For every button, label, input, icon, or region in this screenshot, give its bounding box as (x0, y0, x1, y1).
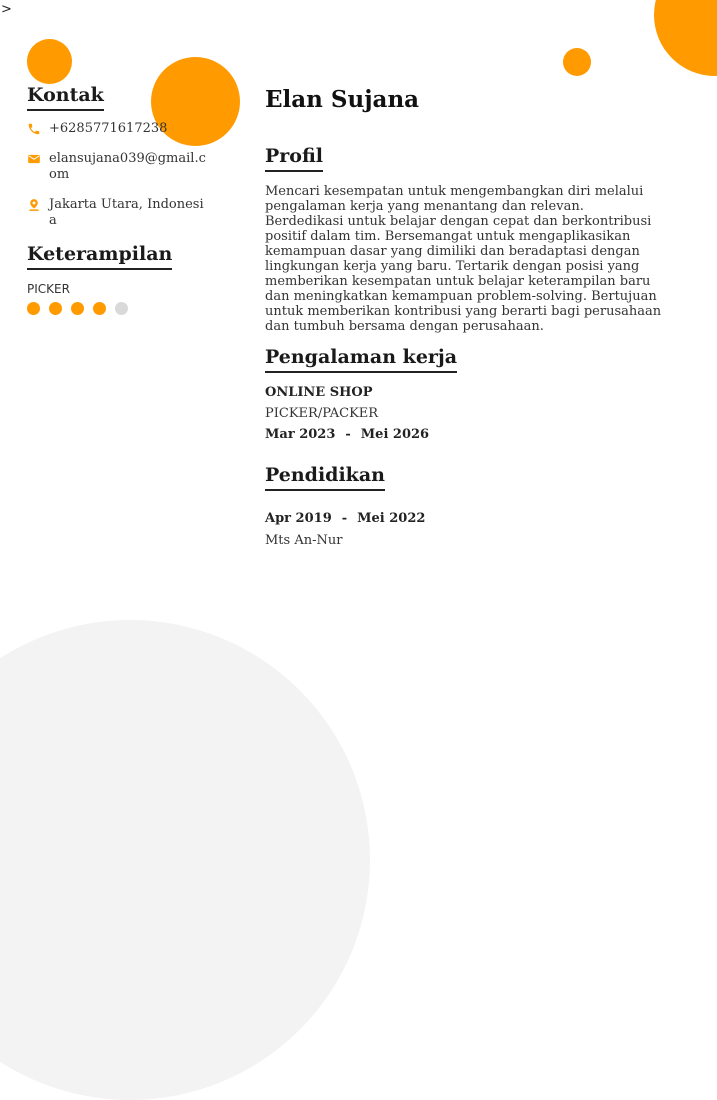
education-title: Pendidikan (265, 464, 385, 491)
contact-email (27, 151, 222, 183)
experience-title: Pengalaman kerja (265, 346, 457, 373)
job-dates: Mar 2023 - Mei 2026 (265, 427, 430, 442)
rating-dot-filled (71, 302, 84, 315)
contact-phone (27, 121, 222, 137)
contact-email-text: elansujana039@gmail.com (49, 151, 206, 182)
decorative-grey-circle (0, 620, 370, 1100)
skill-name: PICKER (27, 282, 70, 296)
rating-dot-empty (115, 302, 128, 315)
experience-section (265, 346, 665, 442)
skills-title: Keterampilan (27, 243, 172, 270)
school-name: Mts An-Nur (265, 533, 343, 548)
skills-section (27, 243, 222, 315)
education-section (265, 464, 665, 548)
profile-text: Mencari kesempatan untuk mengembangkan diri melalui pengalaman kerja yang menantang dan relevan. Berdedikasi untuk belajar dengan cepat dan berkontribusi positif dalam tim. Bersemangat untuk mengaplikasikan kemampuan dasar yang dimiliki dan beradaptasi dengan lingkungan kerja yang baru. Tertarik dengan posisi yang memberikan kesempatan untuk belajar keterampilan baru dan meningkatkan kemampuan problem-solving. Bertujuan untuk memberikan kontribusi yang berarti bagi perusahaan dan tumbuh bersama dengan perusahaan. (265, 184, 662, 334)
skill-rating (27, 302, 222, 315)
corner-mark: > (1, 2, 12, 17)
education-start-date: Apr 2019 (265, 511, 332, 526)
job-company: ONLINE SHOP (265, 385, 373, 400)
profile-section (265, 145, 665, 334)
profile-title: Profil (265, 145, 323, 172)
main-content (265, 86, 665, 548)
decorative-corner-circle (654, 0, 717, 76)
education-end-date: Mei 2022 (357, 511, 426, 526)
location-pin-icon (27, 198, 41, 212)
rating-dot-filled (27, 302, 40, 315)
contact-section (27, 84, 222, 229)
candidate-name: Elan Sujana (265, 86, 420, 113)
education-dates: Apr 2019 - Mei 2022 (265, 511, 426, 526)
decorative-small-circle (27, 39, 72, 84)
contact-location (27, 197, 222, 229)
job-position: PICKER/PACKER (265, 406, 379, 421)
decorative-small-circle-right (563, 48, 591, 76)
sidebar (27, 84, 222, 315)
job-start-date: Mar 2023 (265, 427, 336, 442)
contact-title: Kontak (27, 84, 104, 111)
rating-dot-filled (49, 302, 62, 315)
contact-location-text: Jakarta Utara, Indonesia (49, 197, 204, 228)
phone-icon (27, 122, 41, 136)
contact-phone-text: +6285771617238 (49, 121, 168, 136)
envelope-icon (27, 152, 41, 166)
rating-dot-filled (93, 302, 106, 315)
job-end-date: Mei 2026 (360, 427, 430, 442)
